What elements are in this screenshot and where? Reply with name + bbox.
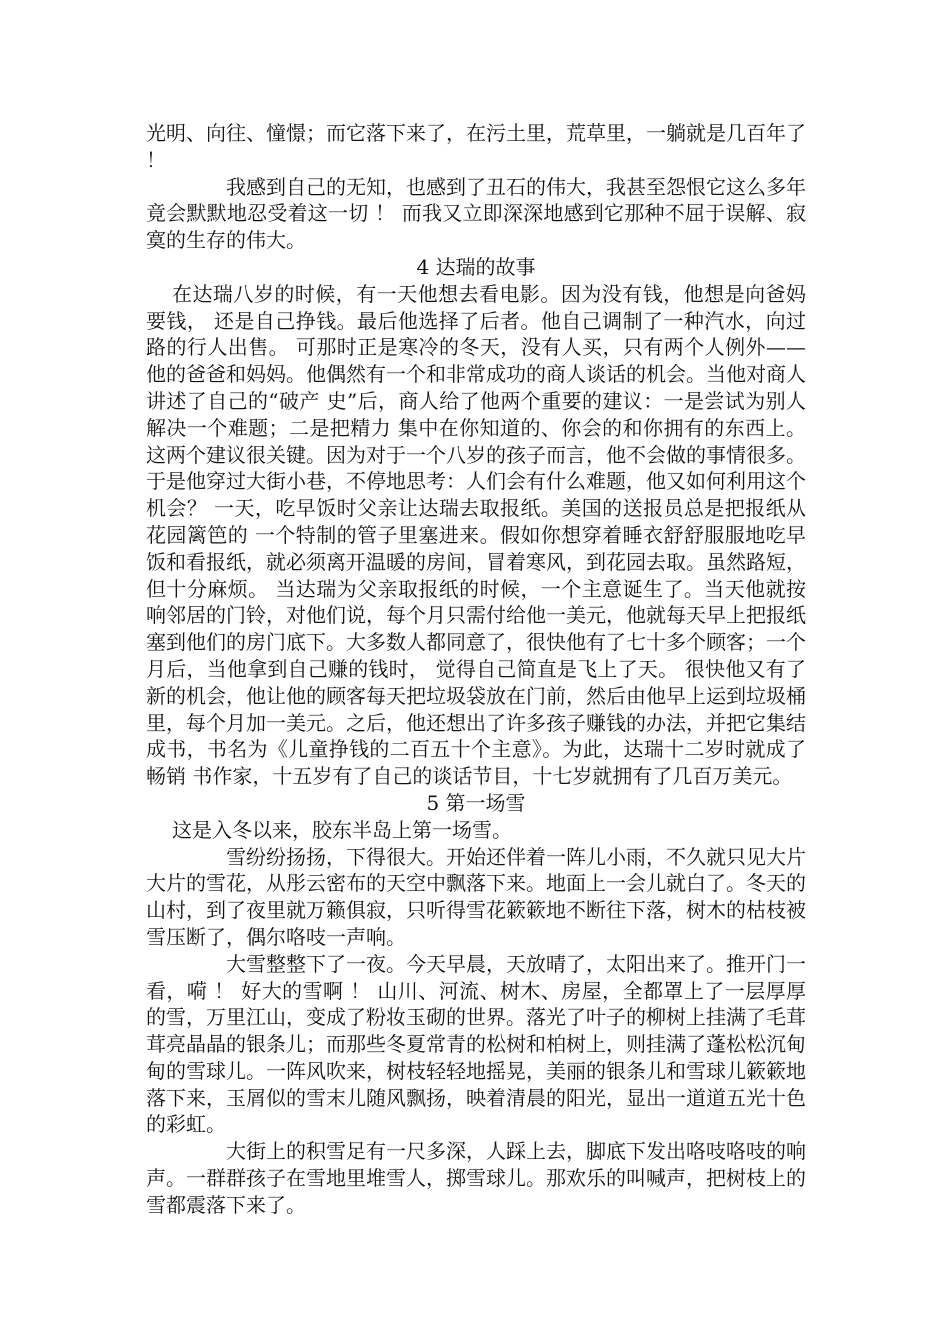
story3-closing-paragraph: 我感到自己的无知，也感到了丑石的伟大，我甚至怨恨它这么多年竟会默默地忍受着这一切 ！ 而我又立即深深地感到它那种不屈于误解、寂寞的生存的伟大。 [146,174,806,253]
story5-heading: 5 第一场雪 [426,790,526,815]
story5-intro-paragraph: 这是入冬以来，胶东半岛上第一场雪。 [172,817,512,842]
story5-paragraph-2: 大雪整整下了一夜。今天早晨，天放晴了，太阳出来了。推开门一看，嗬 ！ 好大的雪啊 ！ 山川、河流、树木、房屋，全都罩上了一层厚厚的雪，万里江山，变成了粉妆玉砌的世界。落光了叶子的柳树上挂满了毛茸茸亮晶晶的银条儿；而那些冬夏常青的松树和柏树上，则挂满了蓬松松沉甸甸的雪球儿。一阵风吹来，树枝轻轻地摇晃，美丽的银条儿和雪球儿簌簌地落下来，玉屑似的雪末儿随风飘扬，映着清晨的阳光，显出一道道五光十色的彩虹。 [146,951,806,1137]
story4-body-paragraph: 在达瑞八岁的时候，有一天他想去看电影。因为没有钱，他想是向爸妈要钱， 还是自己挣钱。最后他选择了后者。他自己调制了一种汽水，向过路的行人出售。 可那时正是寒冷的冬天，没有人买，只有两个人例外——他的爸爸和妈妈。他偶然有一个和非常成功的商人谈话的机会。当他对商人讲述了自己的“破产 史”后，商人给了他两个重要的建议：一是尝试为别人解决一个难题；二是把精力 集中在你知道的、你会的和你拥有的东西上。这两个建议很关键。因为对于一个八岁的孩子而言，他不会做的事情很多。于是他穿过大街小巷，不停地思考：人们会有什么难题，他又如何利用这个机会？ 一天，吃早饭时父亲让达瑞去取报纸。美国的送报员总是把报纸从花园篱笆的 一个特制的管子里塞进来。假如你想穿着睡衣舒舒服服地吃早饭和看报纸，就必须离开温暖的房间，冒着寒风，到花园去取。虽然路短，但十分麻烦。 当达瑞为父亲取报纸的时候，一个主意诞生了。当天他就按响邻居的门铃，对他们说，每个月只需付给他一美元，他就每天早上把报纸塞到他们的房门底下。大多数人都同意了，很快他有了七十多个顾客；一个月后，当他拿到自己赚的钱时， 觉得自己简直是飞上了天。 很快他又有了新的机会，他让他的顾客每天把垃圾袋放在门前，然后由他早上运到垃圾桶里，每个月加一美元。之后，他还想出了许多孩子赚钱的办法，并把它集结成书，书名为《儿童挣钱的二百五十个主意》。为此，达瑞十二岁时就成了畅销 书作家，十五岁有了自己的谈话节目，十七岁就拥有了几百万美元。 [146,281,806,789]
document-page [146,120,806,1219]
story3-tail-paragraph: 光明、向往、憧憬；而它落下来了，在污土里，荒草里，一躺就是几百年了 ！ [146,121,806,172]
story5-paragraph-1: 雪纷纷扬扬，下得很大。开始还伴着一阵儿小雨，不久就只见大片大片的雪花，从彤云密布的天空中飘落下来。地面上一会儿就白了。冬天的山村，到了夜里就万籁俱寂，只听得雪花簌簌地不断往下落，树木的枯枝被雪压断了，偶尔咯吱一声响。 [146,844,806,949]
story4-heading: 4 达瑞的故事 [416,254,536,279]
story5-paragraph-3: 大街上的积雪足有一尺多深，人踩上去，脚底下发出咯吱咯吱的响声。一群群孩子在雪地里堆雪人，掷雪球儿。那欢乐的叫喊声，把树枝上的雪都震落下来了。 [146,1139,806,1217]
